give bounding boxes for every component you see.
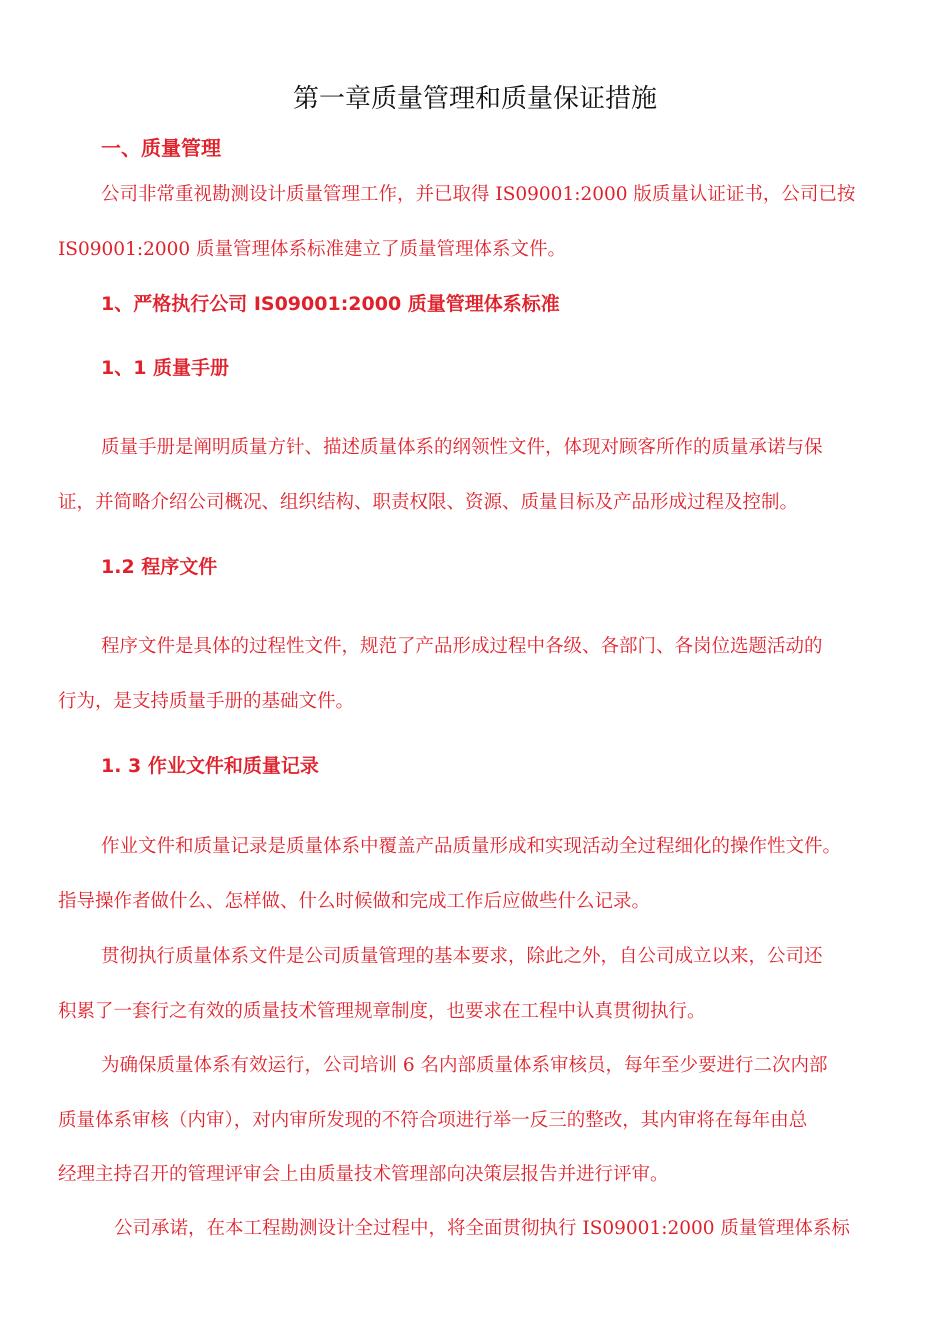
audit-line-3: 经理主持召开的管理评审会上由质量技术管理部向决策层报告并进行评审。 (58, 1164, 669, 1185)
subheading-procedure-files: 1.2 程序文件 (101, 556, 218, 578)
manual-line-1: 质量手册是阐明质量方针、描述质量体系的纲领性文件，体现对顾客所作的质量承诺与保 (101, 437, 823, 458)
audit-line-2: 质量体系审核（内审），对内审所发现的不符合项进行举一反三的整改，其内审将在每年由总 (58, 1110, 808, 1131)
subheading-work-files-records: 1. 3 作业文件和质量记录 (101, 755, 319, 777)
subheading-iso-standard: 1、严格执行公司 IS09001:2000 质量管理体系标准 (101, 293, 560, 315)
work-files-line-2: 指导操作者做什么、怎样做、什么时候做和完成工作后应做些什么记录。 (58, 891, 651, 912)
implement-line-1: 贯彻执行质量体系文件是公司质量管理的基本要求，除此之外，自公司成立以来，公司还 (101, 946, 823, 967)
intro-line-2: IS09001:2000 质量管理体系标准建立了质量管理体系文件。 (58, 239, 567, 260)
chapter-title: 第一章质量管理和质量保证措施 (292, 84, 657, 114)
procedure-line-1: 程序文件是具体的过程性文件，规范了产品形成过程中各级、各部门、各岗位选题活动的 (101, 636, 823, 657)
audit-line-1: 为确保质量体系有效运行，公司培训 6 名内部质量体系审核员，每年至少要进行二次内部 (101, 1055, 828, 1076)
procedure-line-2: 行为，是支持质量手册的基础文件。 (58, 691, 355, 712)
subheading-quality-manual: 1、1 质量手册 (101, 357, 230, 379)
intro-line-1: 公司非常重视勘测设计质量管理工作，并已取得 IS09001:2000 版质量认证证书，公司已按 (101, 184, 856, 205)
section-heading-quality-management: 一、质量管理 (101, 136, 221, 160)
commitment-line-1: 公司承诺，在本工程勘测设计全过程中，将全面贯彻执行 IS09001:2000 质量管理体系标 (114, 1218, 850, 1239)
manual-line-2: 证，并简略介绍公司概况、组织结构、职责权限、资源、质量目标及产品形成过程及控制。 (58, 492, 799, 513)
implement-line-2: 积累了一套行之有效的质量技术管理规章制度，也要求在工程中认真贯彻执行。 (58, 1001, 706, 1022)
work-files-line-1: 作业文件和质量记录是质量体系中覆盖产品质量形成和实现活动全过程细化的操作性文件。 (101, 836, 842, 857)
